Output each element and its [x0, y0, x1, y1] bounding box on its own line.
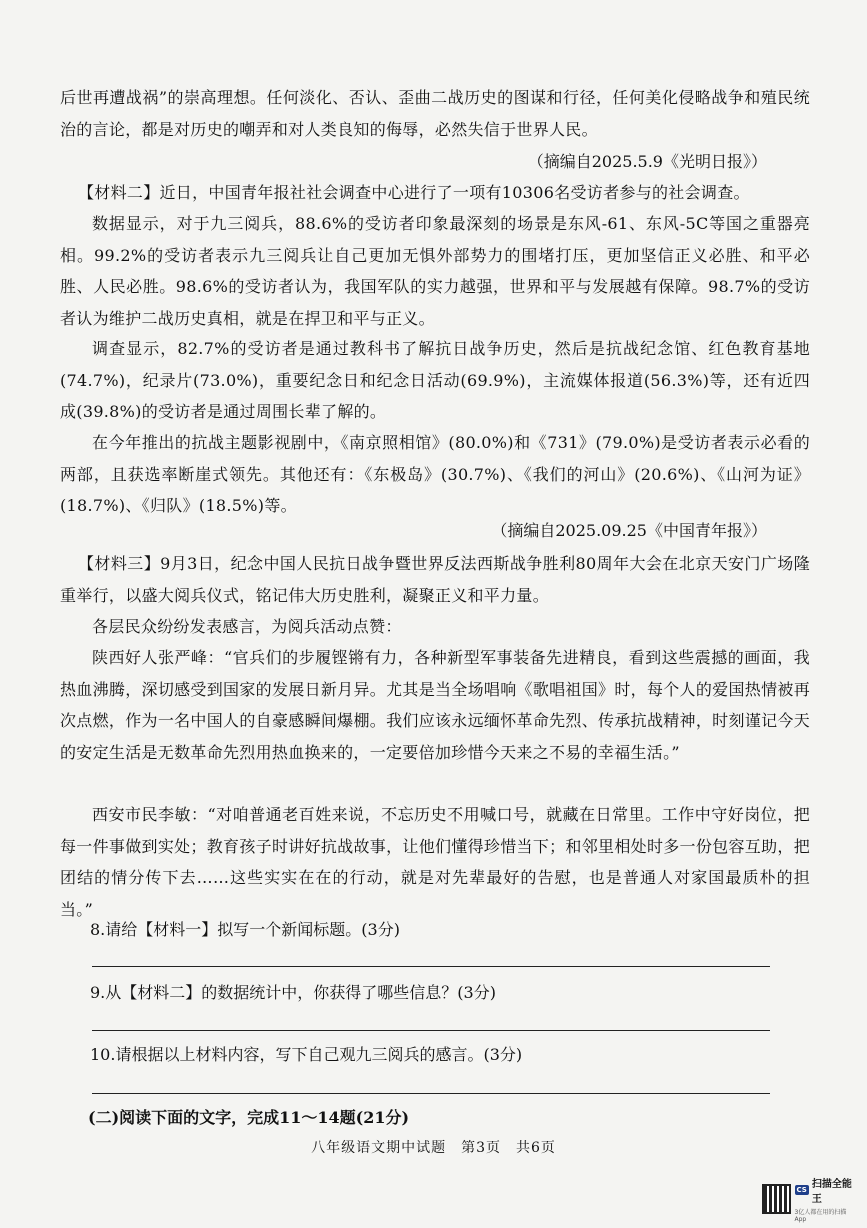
material-two-learning-channels: 调查显示，82.7%的受访者是通过教科书了解抗日战争历史，然后是抗战纪念馆、红色教育基地(74.7%)，纪录片(73.0%)，重要纪念日和纪念日活动(69.9%)，主流媒体报道(56.3%)等，还有近四成(39.8%)的受访者是通过周围长辈了解的。 — [60, 339, 810, 421]
answer-line-8[interactable] — [92, 966, 770, 967]
qr-code-icon — [762, 1184, 791, 1214]
source-citation-1: （摘编自2025.5.9《光明日报》） — [527, 152, 767, 171]
material-two-data: 数据显示，对于九三阅兵，88.6%的受访者印象最深刻的场景是东风-61、东风-5C等国之重器亮相。99.2%的受访者表示九三阅兵让自己更加无惧外部势力的围堵打压，更加坚信正义必胜、和平必胜、人民必胜。98.6%的受访者认为，我国军队的实力越强，世界和平与发展越有保障。98.7%的受访者认为维护二战历史真相，就是在捍卫和平与正义。 — [60, 214, 810, 328]
question-8: 8.请给【材料一】拟写一个新闻标题。(3分) — [90, 920, 400, 939]
question-9: 9.从【材料二】的数据统计中，你获得了哪些信息？(3分) — [90, 983, 496, 1002]
question-10: 10.请根据以上材料内容，写下自己观九三阅兵的感言。(3分) — [90, 1045, 523, 1064]
scanner-tagline: 3亿人都在用的扫描App — [794, 1209, 847, 1223]
answer-line-9[interactable] — [92, 1030, 770, 1031]
scanner-app-name: 扫描全能王 — [811, 1179, 852, 1205]
material-three-quote-zhang: 陕西好人张严峰：“官兵们的步履铿锵有力，各种新型军事装备先进精良，看到这些震撼的画面，我热血沸腾，深切感受到国家的发展日新月异。尤其是当全场唱响《歌唱祖国》时，每个人的爱国热情被再次点燃，作为一名中国人的自豪感瞬间爆棚。我们应该永远缅怀革命先烈、传承抗战精神，时刻谨记今天的安定生活是无数革命先烈用热血换来的，一定要倍加珍惜今天来之不易的幸福生活。” — [60, 648, 810, 762]
material-three-lead: 各层民众纷纷发表感言，为阅兵活动点赞： — [92, 617, 402, 636]
material-two-intro: 【材料二】近日，中国青年报社社会调查中心进行了一项有10306名受访者参与的社会调查。 — [78, 183, 750, 202]
source-citation-2: （摘编自2025.09.25《中国青年报》） — [491, 521, 767, 540]
camscanner-logo-icon: CS — [796, 1186, 807, 1194]
answer-line-10[interactable] — [92, 1093, 770, 1094]
material-two-films: 在今年推出的抗战主题影视剧中，《南京照相馆》(80.0%)和《731》(79.0%)是受访者表示必看的两部，且获选率断崖式领先。其他还有：《东极岛》(30.7%)、《我们的河山》(20.6%)、《山河为证》(18.7%)、《归队》(18.5%)等。 — [60, 433, 810, 515]
page-footer: 八年级语文期中试题 第3页 共6页 — [311, 1140, 556, 1156]
material-three-intro: 【材料三】9月3日，纪念中国人民抗日战争暨世界反法西斯战争胜利80周年大会在北京天安门广场隆重举行，以盛大阅兵仪式，铭记伟大历史胜利，凝聚正义和平力量。 — [60, 554, 810, 605]
section-two-heading: (二)阅读下面的文字，完成11～14题(21分) — [88, 1108, 410, 1127]
material-three-quote-li: 西安市民李敏：“对咱普通老百姓来说，不忘历史不用喊口号，就藏在日常里。工作中守好岗位，把每一件事做到实处；教育孩子时讲好抗战故事，让他们懂得珍惜当下；和邻里相处时多一份包容互助，把团结的情分传下去……这些实实在在的行动，就是对先辈最好的告慰，也是普通人对家国最质朴的担当。” — [60, 805, 810, 919]
material-one-ending: 后世再遭战祸”的崇高理想。任何淡化、否认、歪曲二战历史的图谋和行径，任何美化侵略战争和殖民统治的言论，都是对历史的嘲弄和对人类良知的侮辱，必然失信于世界人民。 — [60, 88, 810, 139]
scanner-watermark — [762, 1179, 858, 1223]
